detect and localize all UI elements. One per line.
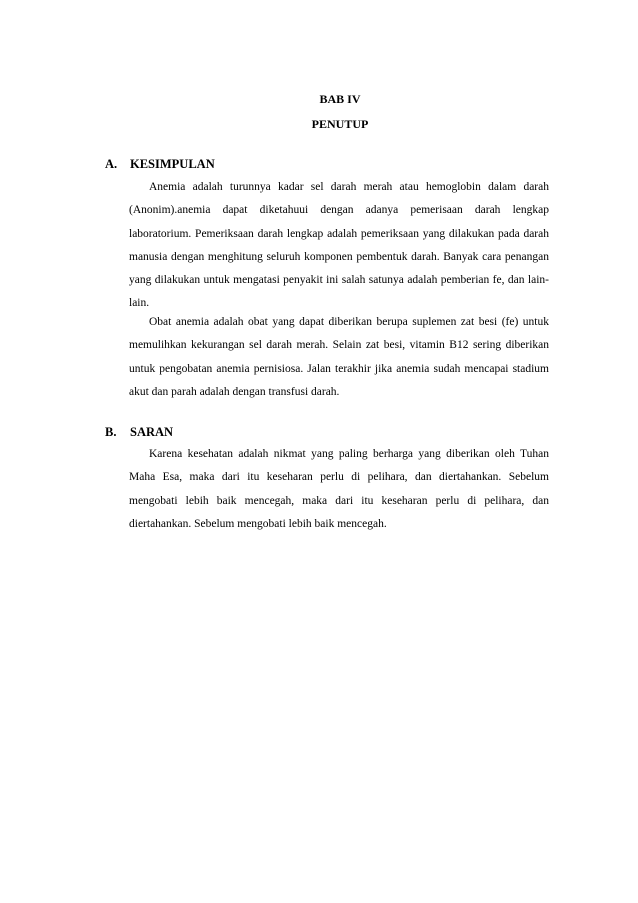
paragraph-saran-1: Karena kesehatan adalah nikmat yang paling berharga yang diberikan oleh Tuhan Maha Esa, maka dari itu keseharan perlu di pelihara, dan diertahankan. Sebelum mengobati lebih baik mencegah, maka dari itu keseharan perlu di pelihara, dan diertahankan. Sebelum mengobati lebih baik mencegah. xyxy=(129,448,549,530)
chapter-number: BAB IV xyxy=(319,92,361,106)
paragraph-kesimpulan-2: Obat anemia adalah obat yang dapat diberikan berupa suplemen zat besi (fe) untuk memulihkan kekurangan sel darah merah. Selain zat besi, vitamin B12 sering diberikan untuk pengobatan anemia pernisiosa. Jalan terakhir jika anemia sudah mencapai stadium akut dan parah adalah dengan transfusi darah. xyxy=(129,316,549,398)
section-title: SARAN xyxy=(130,425,174,439)
chapter-title: PENUTUP xyxy=(311,117,369,131)
section-title: KESIMPULAN xyxy=(130,157,215,171)
section-letter: A. xyxy=(105,157,118,171)
section-letter: B. xyxy=(105,425,117,439)
paragraph-kesimpulan-1: Anemia adalah turunnya kadar sel darah merah atau hemoglobin dalam darah (Anonim).anemia dapat diketahuui dengan adanya pemerisaan darah lengkap laboratorium. Pemeriksaan darah lengkap adalah pemeriksaan yang dilakukan pada darah manusia dengan menghitung seluruh komponen pembentuk darah. Banyak cara penangan yang dilakukan untuk mengatasi penyakit ini salah satunya adalah pemberian fe, dan lain-lain. xyxy=(129,181,549,310)
section-heading-saran xyxy=(105,425,173,440)
section-heading-kesimpulan xyxy=(105,157,215,172)
